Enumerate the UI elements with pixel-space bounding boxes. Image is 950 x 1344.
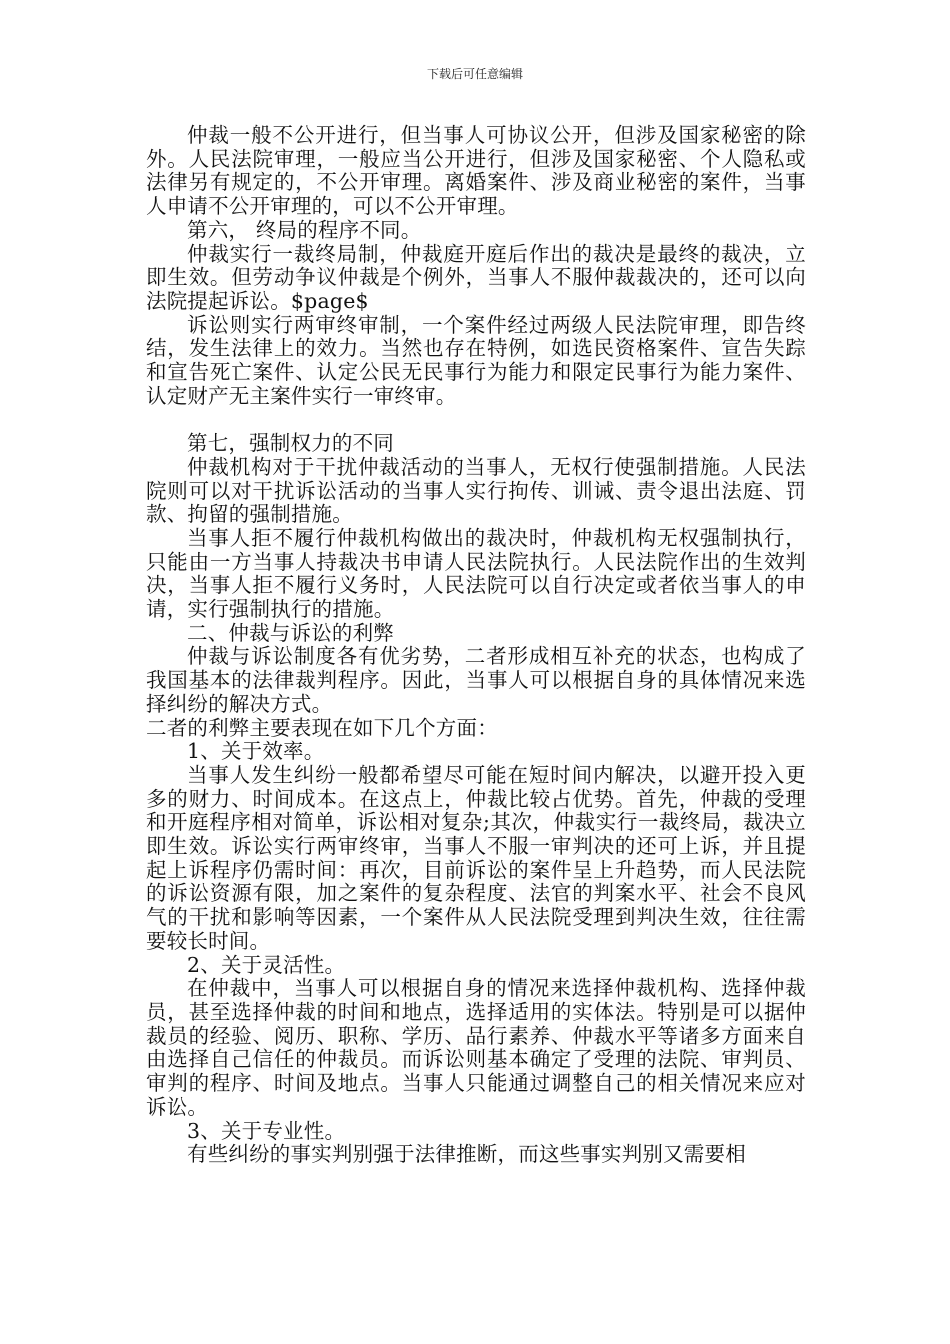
paragraph-coercive-measures: 仲裁机构对于干扰仲裁活动的当事人，无权行使强制措施。人民法院则可以对干扰诉讼活动的当事人实行拘传、训诫、责令退出法庭、罚款、拘留的强制措施。 (146, 454, 806, 527)
heading-professionalism: 3、关于专业性。 (187, 1118, 346, 1143)
paragraph-flexibility: 在仲裁中，当事人可以根据自身的情况来选择仲裁机构、选择仲裁员，甚至选择仲裁的时间和地点，选择适用的实体法。特别是可以据仲裁员的经验、阅历、职称、学历、品行素养、仲裁水平等诸多方面来自由选择自己信任的仲裁员。而诉讼则基本确定了受理的法院、审判员、审判的程序、时间及地点。当事人只能通过调整自己的相关情况来应对诉讼。 (146, 976, 806, 1119)
heading-sixth-finality: 第六， 终局的程序不同。 (187, 217, 422, 242)
paragraph-confidentiality: 仲裁一般不公开进行，但当事人可协议公开，但涉及国家秘密的除外。人民法院审理，一般应当公开进行，但涉及国家秘密、个人隐私或法律另有规定的，不公开审理。离婚案件、涉及商业秘密的案件，当事人申请不公开审理的，可以不公开审理。 (146, 123, 806, 219)
heading-flexibility: 2、关于灵活性。 (187, 952, 346, 977)
paragraph-pros-cons-intro: 仲裁与诉讼制度各有优劣势，二者形成相互补充的状态，也构成了我国基本的法律裁判程序。因此，当事人可以根据自身的具体情况来选择纠纷的解决方式。 (146, 644, 806, 716)
paragraph-arbitration-finality: 仲裁实行一裁终局制，仲裁庭开庭后作出的裁决是最终的裁决，立即生效。但劳动争议仲裁是个例外，当事人不服仲裁裁决的，还可以向法院提起诉讼。$page$ (146, 241, 806, 313)
document-body (146, 124, 806, 1167)
paragraph-efficiency: 当事人发生纠纷一般都希望尽可能在短时间内解决，以避开投入更多的财力、时间成本。在这点上，仲裁比较占优势。首先，仲裁的受理和开庭程序相对简单，诉讼相对复杂;其次，仲裁实行一裁终局，裁决立即生效。诉讼实行两审终审，当事人不服一审判决的还可上诉，并且提起上诉程序仍需时间：再次，目前诉讼的案件呈上升趋势，而人民法院的诉讼资源有限，加之案件的复杂程度、法官的判案水平、社会不良风气的干扰和影响等因素，一个案件从人民法院受理到判决生效，往往需要较长时间。 (146, 762, 806, 953)
paragraph-compulsory-execution: 当事人拒不履行仲裁机构做出的裁决时，仲裁机构无权强制执行，只能由一方当事人持裁决书申请人民法院执行。人民法院作出的生效判决，当事人拒不履行义务时，人民法院可以自行决定或者依当事人的申请，实行强制执行的措施。 (146, 525, 806, 622)
blank-line (146, 408, 806, 432)
paragraph-professionalism: 有些纠纷的事实判别强于法律推断，而这些事实判别又需要相 (187, 1142, 746, 1167)
heading-efficiency: 1、关于效率。 (187, 739, 325, 764)
paragraph-aspects-intro: 二者的利弊主要表现在如下几个方面： (146, 715, 498, 740)
paragraph-litigation-finality: 诉讼则实行两审终审制，一个案件经过两级人民法院审理，即告终结，发生法律上的效力。当然也存在特例，如选民资格案件、宣告失踪和宣告死亡案件、认定公民无民事行为能力和限定民事行为能力案件、认定财产无主案件实行一审终审。 (146, 312, 806, 408)
page-header: 下载后可任意编辑 (426, 67, 523, 81)
heading-seventh-enforcement: 第七，强制权力的不同 (187, 431, 394, 456)
heading-pros-cons: 二、仲裁与诉讼的利弊 (187, 620, 394, 645)
